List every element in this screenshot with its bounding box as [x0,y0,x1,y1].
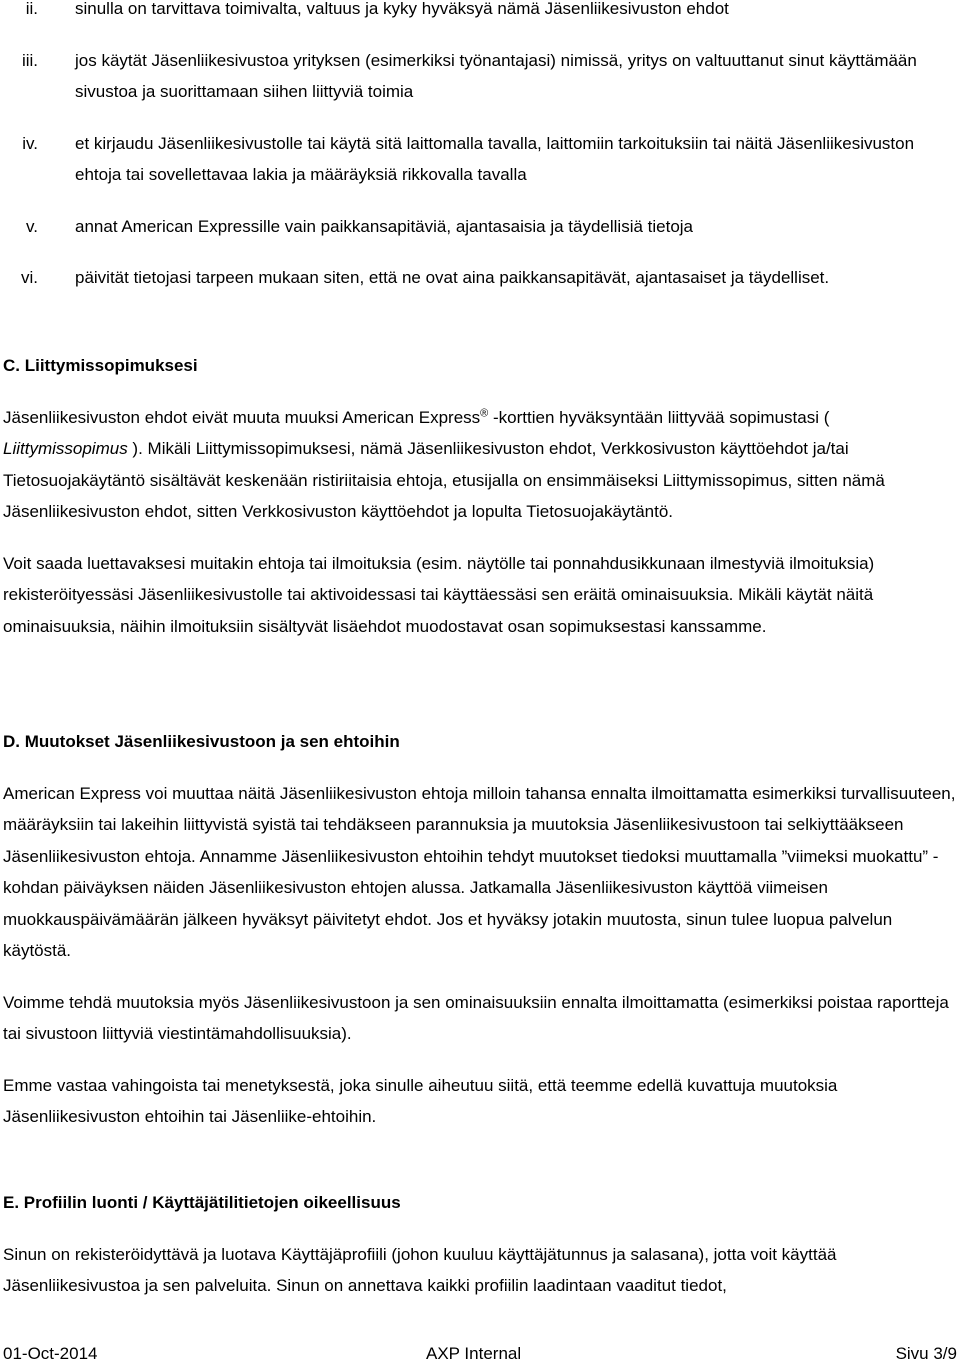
requirements-list [0,0,960,314]
list-item [0,0,960,25]
section-c [3,350,958,642]
registered-mark: ® [480,406,489,419]
list-item-number: v. [26,216,38,236]
section-d-paragraph-1: American Express voi muuttaa näitä Jäsenliikesivuston ehtoja milloin tahansa ennalta ilmoittamatta esimerkiksi turvallisuuteen, määräyksiin tai lakeihin liittyvistä syistä tai tehdäkseen parannuksia ja muutoksia Jäsenliikesivustoon tai selkiyttääkseen Jäsenliikesivuston ehtoja. Annamme Jäsenliikesivuston ehtoihin tehdyt muutokset tiedoksi muuttamalla ”viimeksi muokattu” -kohdan päiväyksen näiden Jäsenliikesivuston ehtojen alussa. Jatkamalla Jäsenliikesivuston käyttöä viimeisen muokkauspäivämäärän jälkeen hyväksyt päivitetyt ehdot. Jos et hyväksy jotakin muutosta, sinun tulee luopua palvelun käytöstä. [3,783,956,960]
list-item [0,211,960,243]
list-item-number: ii. [25,0,38,18]
list-item-number: vi. [21,268,38,287]
list-item [0,45,960,108]
section-c-p1-middle: -korttien hyväksyntään liittyvää sopimustasi ( [488,407,830,427]
liittymissopimus-term: Liittymissopimus [3,439,128,458]
section-c-p1-end: ). Mikäli Liittymissopimuksesi, nämä Jäsenliikesivuston ehdot, Verkkosivuston käyttöehdot ja/tai Tietosuojakäytäntö sisältävät keskenään ristiriitaisia ehtoja, etusijalla on ensimmäiseksi Liittymissopimus, sitten nämä Jäsenliikesivuston ehdot, sitten Verkkosivuston käyttöehdot ja lopulta Tietosuojakäytäntö. [3,439,885,521]
section-c-p1-start: Jäsenliikesivuston ehdot eivät muuta muuksi American Express [3,407,481,427]
list-item-text: jos käytät Jäsenliikesivustoa yrityksen (esimerkiksi työnantajasi) nimissä, yritys on valtuuttanut sinut käyttämään sivustoa ja suorittamaan siihen liittyviä toimia [75,50,917,101]
list-item-number: iii. [21,50,38,70]
list-item-text: päivität tietojasi tarpeen mukaan siten, että ne ovat aina paikkansapitävät, ajantasaiset ja täydelliset. [75,268,830,287]
section-d [3,726,958,1133]
list-item-text: sinulla on tarvittava toimivalta, valtuus ja kyky hyväksyä nämä Jäsenliikesivuston ehdot [75,0,729,18]
section-d-heading: D. Muutokset Jäsenliikesivustoon ja sen ehtoihin [3,732,400,751]
list-item-text: annat American Expressille vain paikkansapitäviä, ajantasaisia ja täydellisiä tietoja [75,216,694,236]
section-d-paragraph-2: Voimme tehdä muutoksia myös Jäsenliikesivustoon ja sen ominaisuuksiin ennalta ilmoittamatta (esimerkiksi poistaa raportteja tai sivustoon liittyviä viestintämahdollisuuksia). [3,992,949,1043]
section-e-paragraph-1: Sinun on rekisteröidyttävä ja luotava Käyttäjäprofiili (johon kuuluu käyttäjätunnus ja salasana), jotta voit käyttää Jäsenliikesivustoa ja sen palveluita. Sinun on annettava kaikki profiilin laadintaan vaaditut tiedot, [3,1244,837,1295]
footer-classification: AXP Internal [426,1344,522,1363]
section-c-paragraph-2: Voit saada luettavaksesi muitakin ehtoja tai ilmoituksia (esim. näytölle tai ponnahdusikkunaan ilmestyviä ilmoituksia) rekisteröityessäsi Jäsenliikesivustolle tai aktivoidessasi tai käyttäessäsi sen eräitä ominaisuuksia. Mikäli käytät näitä ominaisuuksia, näihin ilmoituksiin sisältyvät lisäehdot muodostavat osan sopimuksestasi kanssamme. [3,553,875,636]
list-item-text: et kirjaudu Jäsenliikesivustolle tai käytä sitä laittomalla tavalla, laittomiin tarkoituksiin tai näitä Jäsenliikesivuston ehtoja tai sovellettavaa lakia ja määräyksiä rikkovalla tavalla [75,133,915,184]
section-e [3,1187,958,1302]
section-c-paragraph-1 [3,402,958,528]
list-item [0,128,960,191]
section-c-heading: C. Liittymissopimuksesi [3,356,198,375]
list-item-number: iv. [22,133,38,153]
footer-date: 01-Oct-2014 [3,1344,98,1363]
list-item [0,262,960,294]
footer-page-number: Sivu 3/9 [895,1344,957,1363]
section-e-heading: E. Profiilin luonti / Käyttäjätilitietojen oikeellisuus [3,1193,401,1212]
section-d-paragraph-3: Emme vastaa vahingoista tai menetyksestä, joka sinulle aiheutuu siitä, että teemme edellä kuvattuja muutoksia Jäsenliikesivuston ehtoihin tai Jäsenliike-ehtoihin. [3,1075,838,1126]
